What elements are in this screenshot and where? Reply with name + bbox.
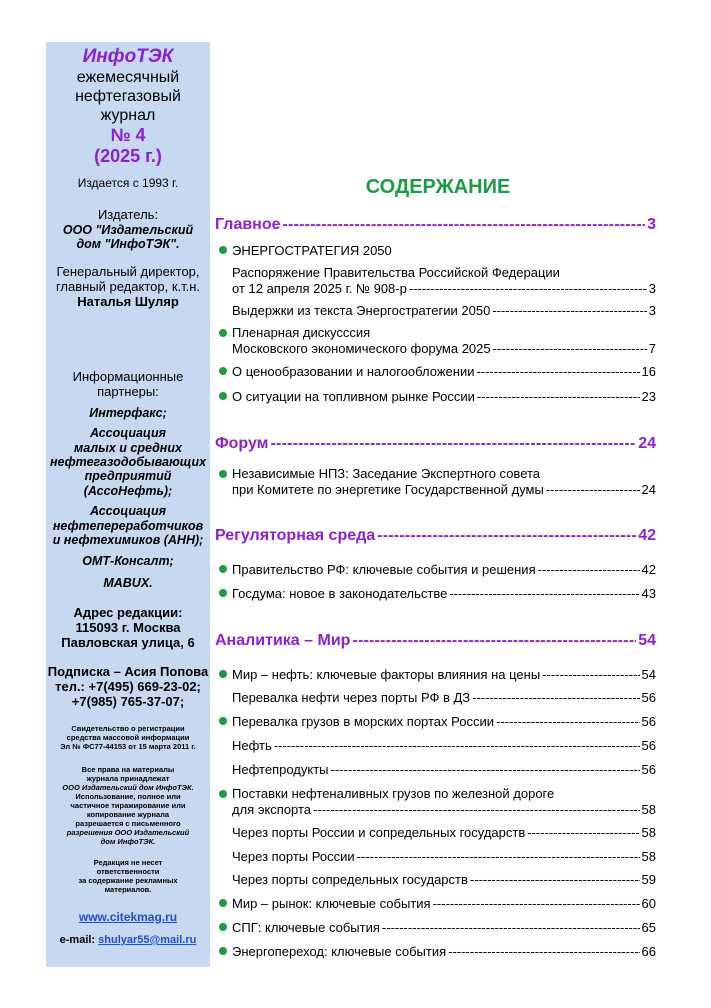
dot-leader bbox=[313, 802, 639, 817]
dot-leader bbox=[477, 389, 640, 404]
item-page: 59 bbox=[641, 872, 656, 887]
dot-leader bbox=[492, 303, 646, 318]
email-link[interactable]: shulyar55@mail.ru bbox=[98, 934, 197, 947]
dot-leader bbox=[448, 944, 639, 959]
toc-item-oil[interactable] bbox=[215, 738, 656, 753]
address-line: Адрес редакции: bbox=[73, 605, 183, 621]
address-line: 115093 г. Москва bbox=[75, 620, 181, 636]
toc-item-line1: Пленарная дискусссия bbox=[232, 325, 371, 340]
partner-line: нефтепереработчиков bbox=[52, 518, 204, 533]
partner-line: MABUX. bbox=[103, 575, 153, 590]
rights-line: журнала принадлежат bbox=[86, 773, 170, 783]
partner-line: Интерфакс; bbox=[89, 405, 167, 420]
toc-item-energy-transition[interactable] bbox=[215, 944, 656, 959]
rights-line: Использование, полное или bbox=[75, 791, 181, 801]
toc-item-excerpts[interactable] bbox=[215, 303, 656, 318]
item-page: 58 bbox=[641, 849, 656, 864]
section-title: Форум bbox=[215, 435, 269, 452]
toc-item-oil-prices[interactable] bbox=[215, 667, 656, 682]
item-title: Перевалка грузов в морских портах России bbox=[215, 714, 494, 729]
item-title: Нефтепродукты bbox=[232, 762, 329, 777]
dot-leader bbox=[409, 281, 647, 296]
dot-leader bbox=[470, 872, 640, 887]
toc-section-main[interactable] bbox=[215, 216, 656, 234]
item-page: 58 bbox=[641, 802, 656, 817]
dot-leader bbox=[352, 632, 636, 650]
dot-leader bbox=[331, 762, 640, 777]
item-title: О ситуации на топливном рынке России bbox=[215, 389, 475, 404]
section-page: 54 bbox=[638, 632, 656, 649]
director-label-2: главный редактор, к.т.н. bbox=[55, 279, 201, 295]
toc-item-sea-ports[interactable] bbox=[215, 714, 656, 729]
item-title: ЭНЕРГОСТРАТЕГИЯ 2050 bbox=[215, 243, 392, 258]
dot-leader bbox=[382, 920, 640, 935]
disclaimer-line: за содержание рекламных bbox=[78, 875, 178, 885]
toc-item-government-events[interactable] bbox=[215, 562, 656, 577]
toc-item-oil-transshipment[interactable] bbox=[215, 690, 656, 705]
toc-item-ports-russia[interactable] bbox=[215, 849, 656, 864]
dot-leader bbox=[527, 825, 639, 840]
item-page: 54 bbox=[641, 667, 656, 682]
toc-item-world-market[interactable] bbox=[215, 896, 656, 911]
magazine-subtitle-2: нефтегазовый bbox=[75, 88, 181, 106]
rights-notice bbox=[46, 765, 210, 846]
toc-heading: СОДЕРЖАНИЕ bbox=[365, 176, 511, 198]
disclaimer-line: материалов. bbox=[104, 884, 152, 894]
item-page: 66 bbox=[641, 944, 656, 959]
dot-leader bbox=[538, 562, 640, 577]
section-title: Регуляторная среда bbox=[215, 527, 376, 544]
dot-leader bbox=[377, 527, 636, 545]
disclaimer-line: ответственности bbox=[96, 866, 160, 876]
rights-line: копирование журнала bbox=[86, 809, 170, 819]
item-title: О ценообразовании и налогообложении bbox=[215, 364, 474, 379]
toc-item-duma[interactable] bbox=[215, 586, 656, 601]
dot-leader bbox=[274, 738, 640, 753]
toc-section-regulatory[interactable] bbox=[215, 527, 656, 545]
partner-mabux bbox=[46, 576, 210, 590]
dot-leader bbox=[449, 586, 639, 601]
section-page: 24 bbox=[638, 435, 656, 452]
dot-leader bbox=[546, 482, 640, 497]
partner-interfax bbox=[46, 406, 210, 420]
email-row bbox=[46, 934, 210, 947]
subscription-info bbox=[46, 665, 210, 710]
bullet-icon bbox=[219, 329, 227, 337]
partners-label-2: партнеры: bbox=[97, 384, 159, 400]
item-title: Мир – нефть: ключевые факторы влияния на цены bbox=[215, 667, 540, 682]
toc-item-line1: Независимые НПЗ: Заседание Экспертного совета bbox=[232, 466, 541, 481]
email-label: e-mail: bbox=[59, 934, 96, 947]
item-title: для экспорта bbox=[232, 802, 312, 817]
subscription-line: +7(985) 765-37-07; bbox=[71, 693, 185, 709]
disclaimer-line: Редакция не несет bbox=[93, 857, 163, 867]
partner-line: предприятий bbox=[84, 469, 172, 484]
item-page: 56 bbox=[641, 714, 656, 729]
item-page: 3 bbox=[648, 303, 656, 318]
certificate-line: Свидетельство о регистрации bbox=[71, 723, 185, 733]
item-title: Выдержки из текста Энергостратегии 2050 bbox=[232, 303, 491, 318]
publisher-name-1: ООО "Издательский bbox=[62, 222, 194, 237]
item-page: 7 bbox=[648, 341, 656, 356]
toc-item-ports-russia-neighbors[interactable] bbox=[215, 825, 656, 840]
partner-line: (АссоНефть); bbox=[83, 483, 173, 498]
toc-item-lng[interactable] bbox=[215, 920, 656, 935]
toc-item-government-order[interactable] bbox=[215, 281, 656, 296]
bullet-icon bbox=[219, 470, 227, 478]
section-title: Главное bbox=[215, 216, 281, 233]
toc-item-rail-export[interactable] bbox=[215, 802, 656, 817]
dot-leader bbox=[283, 216, 646, 234]
rights-line: дом ИнфоТЭК. bbox=[100, 836, 156, 846]
toc-item-fuel-market[interactable] bbox=[215, 389, 656, 404]
partner-line: ОМТ-Консалт; bbox=[82, 554, 174, 569]
toc-item-line1: Поставки нефтеналивных грузов по железной дороге bbox=[232, 786, 555, 801]
toc-item-oil-products[interactable] bbox=[215, 762, 656, 777]
toc-item-ports-neighbors[interactable] bbox=[215, 872, 656, 887]
table-of-contents bbox=[215, 0, 661, 1008]
disclaimer bbox=[46, 858, 210, 894]
item-page: 58 bbox=[641, 825, 656, 840]
website-link[interactable]: www.citekmag.ru bbox=[78, 909, 178, 924]
item-page: 60 bbox=[641, 896, 656, 911]
certificate-line: средства массовой информации bbox=[66, 732, 190, 742]
director-name: Наталья Шуляр bbox=[77, 294, 179, 310]
dot-leader bbox=[493, 341, 647, 356]
publisher-label: Издатель: bbox=[97, 206, 159, 222]
toc-item-energy-strategy[interactable] bbox=[215, 243, 656, 258]
partner-line: и нефтехимиков (АНН); bbox=[52, 532, 204, 547]
dot-leader bbox=[271, 435, 637, 453]
masthead-sidebar bbox=[46, 42, 210, 967]
toc-section-forum[interactable] bbox=[215, 435, 656, 453]
item-title: Через порты России bbox=[232, 849, 355, 864]
item-title: Правительство РФ: ключевые события и решения bbox=[215, 562, 536, 577]
item-title: Через порты сопредельных государств bbox=[232, 872, 468, 887]
dot-leader bbox=[496, 714, 640, 729]
rights-line: частичное тиражирование или bbox=[70, 800, 186, 810]
item-title: Госдума: новое в законодательстве bbox=[215, 586, 447, 601]
subscription-line: Подписка – Асия Попова bbox=[47, 663, 209, 679]
partner-omt bbox=[46, 554, 210, 568]
dot-leader bbox=[433, 896, 640, 911]
bullet-icon bbox=[219, 790, 227, 798]
section-page: 3 bbox=[647, 216, 656, 233]
item-title: СПГ: ключевые события bbox=[215, 920, 380, 935]
item-title: от 12 апреля 2025 г. № 908-р bbox=[232, 281, 407, 296]
toc-item-pricing[interactable] bbox=[215, 364, 656, 379]
item-page: 65 bbox=[641, 920, 656, 935]
director-label-1: Генеральный директор, bbox=[56, 264, 200, 280]
toc-item-plenary[interactable] bbox=[215, 341, 656, 356]
publisher-name-2: дом "ИнфоТЭК". bbox=[76, 236, 180, 251]
partners-label-1: Информационные bbox=[72, 369, 184, 385]
item-title: при Комитете по энергетике Государственной думы bbox=[232, 482, 544, 497]
issue-number: № 4 bbox=[110, 125, 146, 146]
issue-year: (2025 г.) bbox=[94, 146, 162, 167]
dot-leader bbox=[357, 849, 640, 864]
item-page: 3 bbox=[648, 281, 656, 296]
partner-ann bbox=[46, 504, 210, 547]
item-title: Мир – рынок: ключевые события bbox=[215, 896, 431, 911]
magazine-title: ИнфоТЭК bbox=[82, 46, 174, 67]
rights-line: ООО Издательский дом ИнфоТЭК. bbox=[62, 782, 194, 792]
certificate-line: Эл № ФС77-44153 от 15 марта 2011 г. bbox=[60, 741, 196, 751]
item-page: 24 bbox=[641, 482, 656, 497]
toc-item-independent-refineries[interactable] bbox=[215, 482, 656, 497]
subscription-line: тел.: +7(495) 669-23-02; bbox=[55, 678, 201, 694]
partner-line: малых и средних bbox=[74, 440, 182, 455]
rights-line: Все права на материалы bbox=[81, 764, 175, 774]
item-page: 56 bbox=[641, 738, 656, 753]
item-page: 43 bbox=[641, 586, 656, 601]
item-title: Нефть bbox=[232, 738, 272, 753]
item-page: 56 bbox=[641, 690, 656, 705]
item-page: 23 bbox=[641, 389, 656, 404]
item-title: Московского экономического форума 2025 bbox=[232, 341, 491, 356]
rights-line: разрешения ООО Издательский bbox=[66, 827, 190, 837]
item-title: Через порты России и сопредельных государств bbox=[232, 825, 526, 840]
dot-leader bbox=[542, 667, 639, 682]
item-page: 16 bbox=[641, 364, 656, 379]
address-line: Павловская улица, 6 bbox=[61, 634, 195, 650]
published-since: Издается с 1993 г. bbox=[77, 175, 179, 190]
editorial-address bbox=[46, 606, 210, 651]
section-page: 42 bbox=[638, 527, 656, 544]
registration-certificate bbox=[46, 724, 210, 751]
partner-line: Ассоциация bbox=[90, 504, 166, 519]
partner-line: нефтегазодобывающих bbox=[49, 455, 207, 470]
partner-line: Ассоциация bbox=[90, 426, 166, 441]
rights-line: разрешается с письменного bbox=[75, 818, 181, 828]
dot-leader bbox=[476, 364, 639, 379]
item-page: 56 bbox=[641, 762, 656, 777]
section-title: Аналитика – Мир bbox=[215, 632, 351, 649]
toc-section-analytics[interactable] bbox=[215, 632, 656, 650]
item-title: Перевалка нефти через порты РФ в ДЗ bbox=[232, 690, 471, 705]
partner-assoneft bbox=[46, 426, 210, 498]
dot-leader bbox=[472, 690, 639, 705]
item-page: 42 bbox=[641, 562, 656, 577]
magazine-subtitle-3: журнал bbox=[100, 107, 156, 125]
toc-item-line1: Распоряжение Правительства Российской Федерации bbox=[232, 265, 560, 280]
magazine-subtitle-1: ежемесячный bbox=[76, 68, 180, 86]
item-title: Энергопереход: ключевые события bbox=[215, 944, 446, 959]
